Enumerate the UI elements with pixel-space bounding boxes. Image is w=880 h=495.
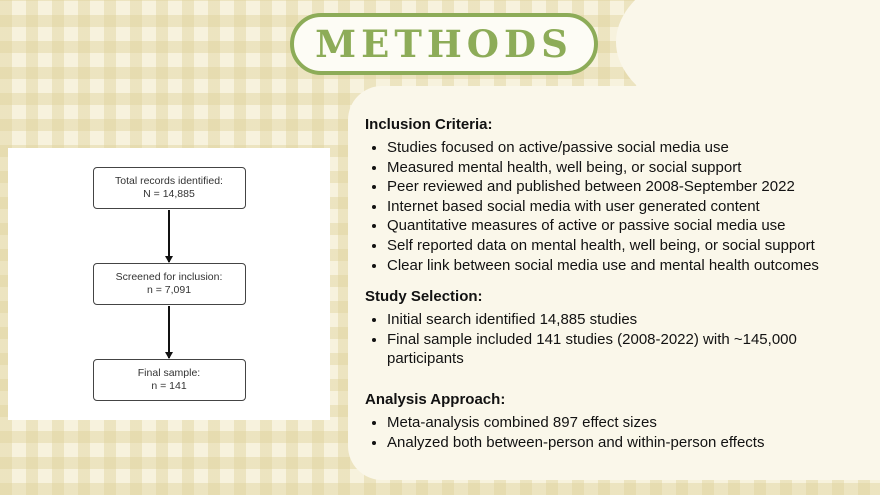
section-inclusion-criteria [365,116,870,275]
section-heading: Study Selection: [365,288,483,306]
section-study-selection [365,288,870,369]
flowchart-box-label: Screened for inclusion: [115,271,223,283]
flowchart-box-value: n = 7,091 [146,284,192,296]
section-heading: Analysis Approach: [365,390,506,408]
bullet-item: • Quantitative measures of active or passive social media use [387,216,870,236]
flowchart-box-label: Final sample: [137,367,201,379]
bullet-list [365,413,870,452]
arrow-down-icon [168,306,170,358]
bullet-item: • Meta-analysis combined 897 effect sizes [387,413,870,433]
bullet-item: • Final sample included 141 studies (2008-2022) with ~145,000 participants [387,330,870,369]
page-title: METHODS [315,22,573,66]
bullet-item: • Internet based social media with user generated content [387,197,870,217]
bullet-item: • Studies focused on active/passive social media use [387,138,870,158]
flowchart-box-total-records [93,167,246,209]
content-column [365,116,870,452]
section-heading: Inclusion Criteria: [365,116,493,133]
flowchart-panel [8,148,330,420]
bullet-item: • Measured mental health, well being, or social support [387,158,870,178]
arrow-down-icon [168,210,170,262]
flowchart-box-final-sample [93,359,246,401]
bullet-item: • Analyzed both between-person and within-person effects [387,433,870,453]
flowchart-box-label: Total records identified: [115,175,223,187]
flowchart-box-value: N = 14,885 [143,188,195,200]
section-analysis-approach [365,391,870,452]
bullet-list [365,138,870,275]
flowchart-box-screened [93,263,246,305]
bullet-item: • Clear link between social media use and mental health outcomes [387,256,870,276]
methods-title-pill [290,13,598,75]
bullet-item: • Initial search identified 14,885 studies [387,310,870,330]
bullet-item: • Peer reviewed and published between 2008-September 2022 [387,177,870,197]
bullet-item: • Self reported data on mental health, well being, or social support [387,236,870,256]
bullet-list [365,310,870,369]
flowchart-box-value: n = 141 [151,380,187,392]
